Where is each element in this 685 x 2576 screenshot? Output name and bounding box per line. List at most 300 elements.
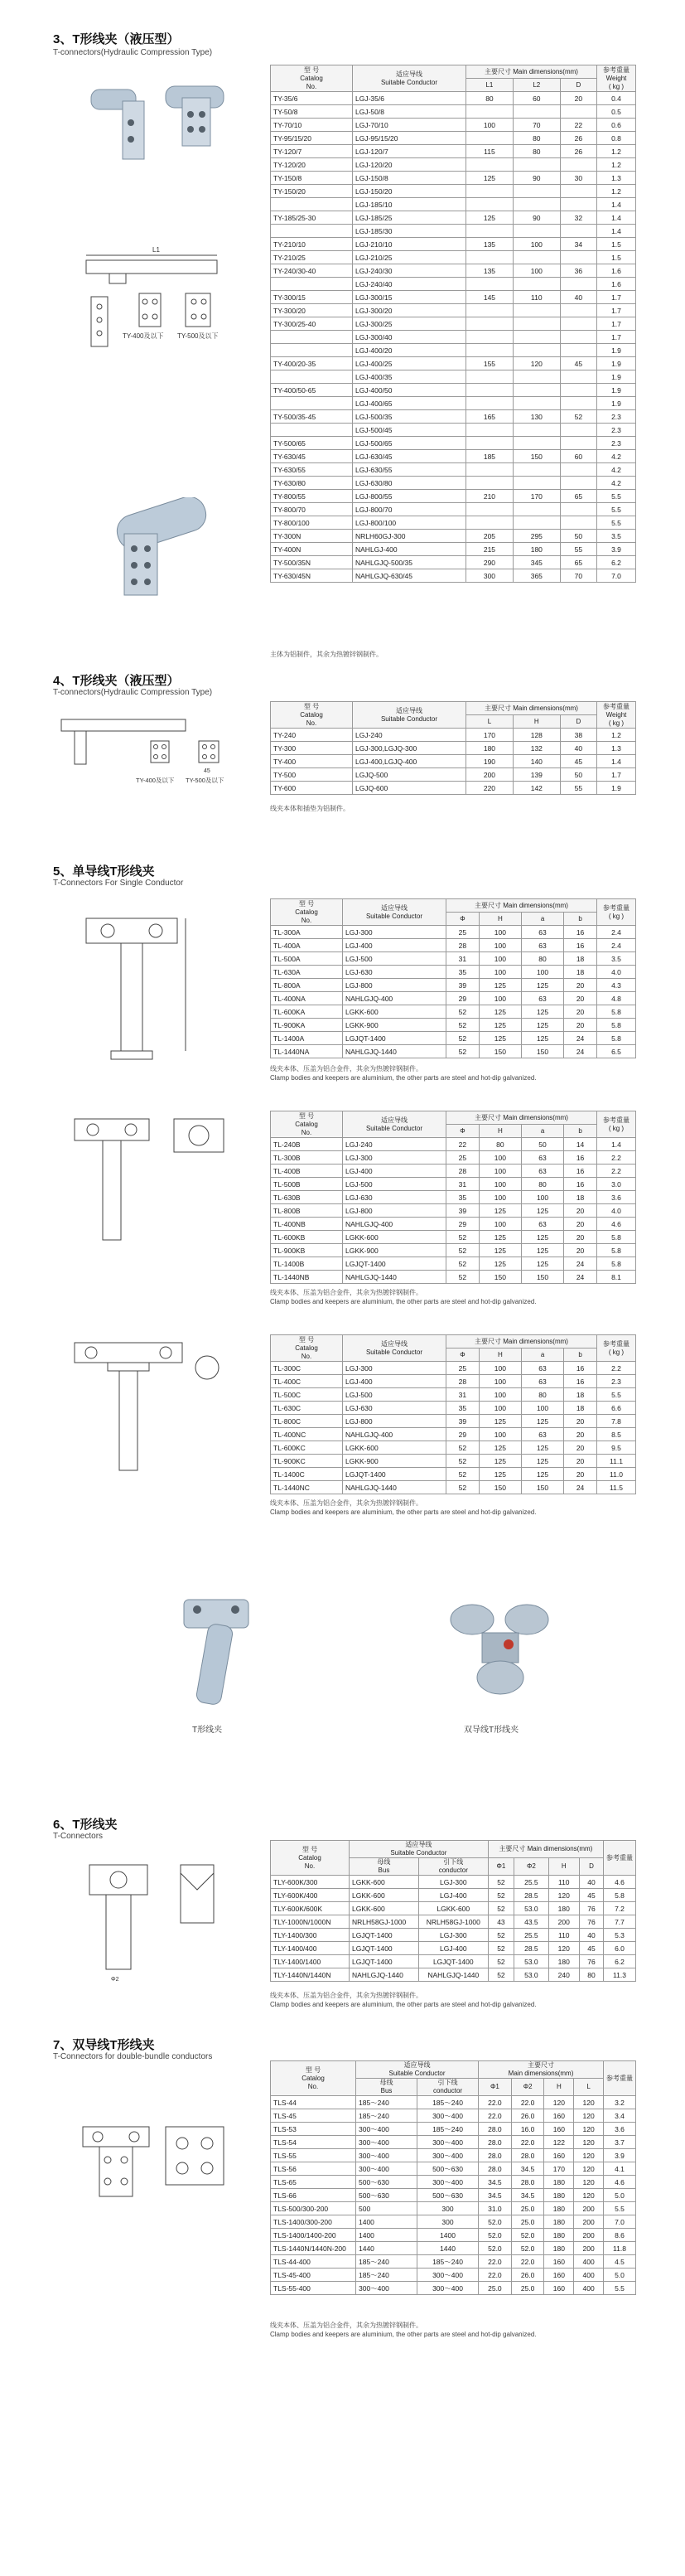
spec-table-s6 bbox=[270, 1840, 636, 1982]
table-cell: 150 bbox=[513, 450, 560, 463]
text-label: No. bbox=[307, 2082, 319, 2090]
table-cell: 142 bbox=[513, 782, 560, 795]
table-cell: 125 bbox=[466, 172, 514, 185]
table-cell: 25 bbox=[446, 1151, 480, 1165]
spec-table-s3 bbox=[270, 65, 636, 583]
table-cell: 11.0 bbox=[597, 1468, 636, 1481]
table-cell: 20 bbox=[564, 1204, 597, 1218]
table-cell: 28.0 bbox=[479, 2149, 512, 2162]
table-cell bbox=[466, 158, 514, 172]
table-cell: 120 bbox=[548, 1942, 579, 1955]
table-cell: LGJ-630 bbox=[343, 966, 446, 979]
text-label: H bbox=[479, 1125, 521, 1138]
table-cell: TLY-600K/300 bbox=[271, 1876, 350, 1889]
table-cell: LGJQT-1400 bbox=[418, 1955, 488, 1968]
table-cell: 70 bbox=[560, 569, 596, 583]
table-cell: 34.5 bbox=[511, 2162, 544, 2176]
table-cell: 150 bbox=[479, 1271, 521, 1284]
table-cell: 365 bbox=[513, 569, 560, 583]
table-cell: 43 bbox=[488, 1915, 514, 1929]
table-cell: 125 bbox=[479, 1231, 521, 1244]
table-cell: LGKK-600 bbox=[350, 1876, 419, 1889]
table-cell: 125 bbox=[521, 1257, 563, 1271]
section-title: 5、单导线T形线夹 bbox=[53, 864, 155, 879]
text-label: Φ bbox=[446, 1125, 480, 1138]
table-cell: 53.0 bbox=[514, 1955, 548, 1968]
table-row bbox=[271, 1929, 636, 1942]
table-cell: 31.0 bbox=[479, 2202, 512, 2215]
table-cell: TY-150/20 bbox=[271, 185, 353, 198]
table-cell: TY-800/100 bbox=[271, 516, 353, 530]
table-cell: 300～400 bbox=[356, 2162, 417, 2176]
table-cell: 100 bbox=[521, 1402, 563, 1415]
table-cell: LGJ-400/50 bbox=[353, 384, 466, 397]
text-label: Catalog bbox=[298, 1853, 321, 1862]
table-row bbox=[271, 1005, 636, 1019]
table-cell: 80 bbox=[479, 1138, 521, 1151]
table-cell: 3.9 bbox=[604, 2149, 636, 2162]
table-cell: 16 bbox=[564, 1165, 597, 1178]
table-cell: 52 bbox=[488, 1968, 514, 1982]
table-cell: 5.5 bbox=[597, 516, 636, 530]
table-cell: 1.7 bbox=[597, 331, 636, 344]
table-note bbox=[270, 1288, 537, 1306]
section-6 bbox=[0, 1815, 685, 2014]
table-cell: 1.2 bbox=[597, 145, 636, 158]
text-label: ( kg ) bbox=[608, 82, 625, 90]
table-cell: 6.5 bbox=[597, 1045, 636, 1058]
table-cell: TY-120/20 bbox=[271, 158, 353, 172]
table-cell: NAHLGJQ-1440 bbox=[350, 1968, 419, 1982]
table-cell: 52.0 bbox=[479, 2229, 512, 2242]
table-row bbox=[271, 1204, 636, 1218]
table-cell: 6.2 bbox=[597, 556, 636, 569]
table-row bbox=[271, 1138, 636, 1151]
table-cell: 1.7 bbox=[597, 768, 636, 782]
table-cell: LGJ-185/30 bbox=[353, 225, 466, 238]
table-cell: 1.4 bbox=[597, 225, 636, 238]
table-cell: 5.5 bbox=[604, 2282, 636, 2295]
table-cell: LGJ-400/25 bbox=[353, 357, 466, 370]
table-cell: 300 bbox=[417, 2215, 479, 2229]
table-cell bbox=[466, 424, 514, 437]
table-cell: 150 bbox=[479, 1481, 521, 1494]
table-cell: TL-900KC bbox=[271, 1455, 343, 1468]
dimension-drawing-b bbox=[58, 1111, 240, 1276]
table-cell: 16 bbox=[564, 1178, 597, 1191]
table-cell: 300 bbox=[466, 569, 514, 583]
table-cell: 4.2 bbox=[597, 463, 636, 477]
table-cell: 205 bbox=[466, 530, 514, 543]
dimension-drawing bbox=[73, 1857, 239, 1989]
text-label: Catalog bbox=[300, 710, 323, 719]
table-cell: 125 bbox=[521, 1244, 563, 1257]
table-cell: TL-600KA bbox=[271, 1005, 343, 1019]
text-label: H bbox=[479, 913, 521, 926]
table-cell: LGKK-600 bbox=[418, 1902, 488, 1915]
table-cell: 25.0 bbox=[511, 2215, 544, 2229]
table-cell: 0.8 bbox=[597, 132, 636, 145]
table-cell: TLS-56 bbox=[271, 2162, 356, 2176]
text-label: 主要尺寸 bbox=[528, 2061, 555, 2069]
table-cell: LGJ-240 bbox=[353, 729, 466, 742]
table-cell: 52.0 bbox=[479, 2242, 512, 2255]
table-cell: 11.5 bbox=[597, 1481, 636, 1494]
table-cell: TY-400 bbox=[271, 755, 353, 768]
table-cell: 150 bbox=[521, 1045, 563, 1058]
table-cell: 125 bbox=[479, 1468, 521, 1481]
table-cell: 55 bbox=[560, 543, 596, 556]
text-label: No. bbox=[306, 719, 317, 727]
table-cell: 145 bbox=[466, 291, 514, 304]
table-row bbox=[271, 463, 636, 477]
table-cell: 63 bbox=[521, 939, 563, 952]
table-cell: LGJ-400 bbox=[418, 1942, 488, 1955]
table-row bbox=[271, 1402, 636, 1415]
table-cell: 5.0 bbox=[604, 2269, 636, 2282]
table-cell bbox=[271, 397, 353, 410]
table-cell bbox=[271, 331, 353, 344]
table-cell: LGJ-800/55 bbox=[353, 490, 466, 503]
table-cell: 5.8 bbox=[597, 1032, 636, 1045]
table-cell: 25 bbox=[446, 926, 480, 939]
table-cell: 100 bbox=[479, 992, 521, 1005]
table-cell: TLS-1400/300-200 bbox=[271, 2215, 356, 2229]
dim-label-l1: L1 bbox=[152, 246, 160, 254]
table-cell: LGJ-500/65 bbox=[353, 437, 466, 450]
table-cell: 60 bbox=[513, 92, 560, 105]
table-row bbox=[271, 1455, 636, 1468]
table-cell: 122 bbox=[544, 2136, 574, 2149]
table-cell: 18 bbox=[564, 1402, 597, 1415]
table-cell bbox=[560, 424, 596, 437]
text-label: 母线 bbox=[379, 2079, 393, 2086]
table-cell: LGJ-185/10 bbox=[353, 198, 466, 211]
table-cell: TY-35/6 bbox=[271, 92, 353, 105]
table-row bbox=[271, 516, 636, 530]
table-cell: LGJ-120/7 bbox=[353, 145, 466, 158]
table-cell: 28.0 bbox=[479, 2123, 512, 2136]
table-cell: 5.5 bbox=[597, 1388, 636, 1402]
table-cell: 1.7 bbox=[597, 317, 636, 331]
table-row bbox=[271, 1968, 636, 1982]
table-cell: LGJ-400/65 bbox=[353, 397, 466, 410]
table-cell: 1.4 bbox=[597, 198, 636, 211]
text-label: Suitable Conductor bbox=[380, 714, 438, 723]
table-cell: TLS-45-400 bbox=[271, 2269, 356, 2282]
table-cell: 7.8 bbox=[597, 1415, 636, 1428]
table-cell: 20 bbox=[564, 1468, 597, 1481]
table-cell: 4.0 bbox=[597, 1204, 636, 1218]
table-row bbox=[271, 370, 636, 384]
table-cell: 4.5 bbox=[604, 2255, 636, 2269]
table-cell: 50 bbox=[521, 1138, 563, 1151]
table-cell: 9.5 bbox=[597, 1441, 636, 1455]
table-cell: TY-630/80 bbox=[271, 477, 353, 490]
text-label: 型 号 bbox=[305, 2065, 321, 2074]
table-row bbox=[271, 2136, 636, 2149]
table-cell: TL-900KA bbox=[271, 1019, 343, 1032]
table-cell: 80 bbox=[521, 1178, 563, 1191]
table-row bbox=[271, 2242, 636, 2255]
table-cell: 18 bbox=[564, 966, 597, 979]
table-cell bbox=[513, 397, 560, 410]
table-cell: 125 bbox=[479, 1019, 521, 1032]
table-row bbox=[271, 1165, 636, 1178]
table-cell: 16 bbox=[564, 1151, 597, 1165]
table-cell bbox=[466, 344, 514, 357]
table-cell: 22 bbox=[560, 119, 596, 132]
table-cell: 52 bbox=[488, 1889, 514, 1902]
table-cell: 100 bbox=[479, 1362, 521, 1375]
table-cell: TL-300B bbox=[271, 1151, 343, 1165]
table-cell: 40 bbox=[560, 742, 596, 755]
table-cell: TY-600 bbox=[271, 782, 353, 795]
table-cell bbox=[466, 105, 514, 119]
table-cell: 100 bbox=[513, 264, 560, 278]
table-cell: TLS-1400/1400-200 bbox=[271, 2229, 356, 2242]
photo-caption: 双导线T形线夹 bbox=[464, 1726, 519, 1735]
table-row bbox=[271, 1362, 636, 1375]
table-cell: 100 bbox=[513, 238, 560, 251]
table-cell: 18 bbox=[564, 1388, 597, 1402]
text-label: 参考重量 bbox=[603, 1116, 630, 1124]
table-cell: 39 bbox=[446, 979, 480, 992]
text-label: 线夹本体、压盖为铝合金件，其余为热镀锌钢制件。 bbox=[270, 1992, 422, 1999]
table-cell: 34.5 bbox=[479, 2189, 512, 2202]
table-row bbox=[271, 1178, 636, 1191]
text-label: 参考重量 bbox=[603, 702, 630, 710]
table-row bbox=[271, 158, 636, 172]
table-cell: TY-240/30-40 bbox=[271, 264, 353, 278]
text-label: 型 号 bbox=[303, 65, 320, 74]
table-cell: 170 bbox=[466, 729, 514, 742]
table-cell: 300～400 bbox=[356, 2282, 417, 2295]
table-cell: 38 bbox=[560, 729, 596, 742]
table-cell: TLS-65 bbox=[271, 2176, 356, 2189]
text-label: 参考重量 bbox=[604, 2061, 636, 2096]
text-label: ( kg ) bbox=[608, 719, 625, 727]
table-cell: 300～400 bbox=[356, 2136, 417, 2149]
table-cell: TL-900KB bbox=[271, 1244, 343, 1257]
table-cell: TLS-44 bbox=[271, 2096, 356, 2109]
text-label: 型 号 bbox=[298, 1111, 315, 1120]
table-cell: 345 bbox=[513, 556, 560, 569]
table-row bbox=[271, 939, 636, 952]
table-cell bbox=[560, 503, 596, 516]
table-cell: 130 bbox=[513, 410, 560, 424]
table-cell: LGJ-800/100 bbox=[353, 516, 466, 530]
table-cell: 5.8 bbox=[597, 1019, 636, 1032]
fig-label: TY-500及以下 bbox=[177, 332, 219, 340]
table-cell: TL-500C bbox=[271, 1388, 343, 1402]
table-cell: 31 bbox=[446, 1388, 480, 1402]
table-cell: 180 bbox=[466, 742, 514, 755]
text-label: Clamp bodies and keepers are aluminium, the other parts are steel and hot-dip galvanized. bbox=[270, 1508, 537, 1516]
table-cell: LGJ-300/20 bbox=[353, 304, 466, 317]
table-cell: 1.2 bbox=[597, 158, 636, 172]
table-cell: TLS-54 bbox=[271, 2136, 356, 2149]
table-cell: 20 bbox=[564, 1244, 597, 1257]
table-row bbox=[271, 105, 636, 119]
table-cell: TY-300/20 bbox=[271, 304, 353, 317]
table-cell: 2.3 bbox=[597, 410, 636, 424]
spec-table-s7 bbox=[270, 2060, 636, 2295]
fig-label: TY-400及以下 bbox=[123, 332, 164, 340]
text-label: Φ bbox=[446, 1349, 480, 1362]
table-cell: TLY-1000N/1000N bbox=[271, 1915, 350, 1929]
dim-label: Φ2 bbox=[111, 1977, 119, 1983]
table-cell: 4.1 bbox=[604, 2162, 636, 2176]
table-cell: 6.6 bbox=[597, 1402, 636, 1415]
table-cell: 3.7 bbox=[604, 2136, 636, 2149]
table-cell: 1.4 bbox=[597, 1138, 636, 1151]
text-label: Catalog bbox=[295, 908, 318, 916]
table-cell: 76 bbox=[579, 1915, 603, 1929]
table-cell: TL-400A bbox=[271, 939, 343, 952]
table-row bbox=[271, 291, 636, 304]
text-label: 适应导线 bbox=[396, 70, 422, 78]
text-label: 参考重量 bbox=[603, 65, 630, 74]
table-row bbox=[271, 2149, 636, 2162]
table-row bbox=[271, 2269, 636, 2282]
text-label: Catalog bbox=[301, 2074, 325, 2082]
table-cell: LGJ-800 bbox=[343, 1415, 446, 1428]
table-cell: 14 bbox=[564, 1138, 597, 1151]
table-cell: 20 bbox=[564, 1005, 597, 1019]
table-cell: 52 bbox=[488, 1929, 514, 1942]
table-cell: TY-630/45 bbox=[271, 450, 353, 463]
table-cell bbox=[560, 463, 596, 477]
table-cell: 500～630 bbox=[417, 2189, 479, 2202]
table-cell: TY-50/8 bbox=[271, 105, 353, 119]
table-cell: 3.5 bbox=[597, 952, 636, 966]
text-label: 线夹本体、压盖为铝合金件，其余为热镀锌钢制件。 bbox=[270, 1289, 422, 1296]
table-cell: LGKK-600 bbox=[343, 1005, 446, 1019]
table-cell: TL-1400C bbox=[271, 1468, 343, 1481]
text-label: Clamp bodies and keepers are aluminium, the other parts are steel and hot-dip galvanized. bbox=[270, 1298, 537, 1305]
table-cell: 120 bbox=[574, 2136, 604, 2149]
table-note: 线夹本体和插垫为铝制件。 bbox=[270, 805, 350, 812]
table-cell: 52 bbox=[488, 1902, 514, 1915]
table-cell: 63 bbox=[521, 1218, 563, 1231]
text-label: 参考重量 bbox=[603, 903, 630, 912]
table-row bbox=[271, 172, 636, 185]
table-cell: LGJQT-1400 bbox=[350, 1955, 419, 1968]
text-label: D bbox=[579, 1858, 603, 1876]
table-cell: 125 bbox=[479, 1455, 521, 1468]
product-photo bbox=[91, 497, 224, 605]
table-cell: TY-300/25-40 bbox=[271, 317, 353, 331]
table-cell: 300 bbox=[417, 2202, 479, 2215]
table-cell: 8.6 bbox=[604, 2229, 636, 2242]
table-cell: 125 bbox=[466, 211, 514, 225]
table-cell: 160 bbox=[544, 2109, 574, 2123]
table-cell: TY-185/25-30 bbox=[271, 211, 353, 225]
table-row bbox=[271, 992, 636, 1005]
table-cell: LGJ-300 bbox=[343, 926, 446, 939]
table-cell bbox=[560, 105, 596, 119]
table-cell: LGKK-900 bbox=[343, 1019, 446, 1032]
table-cell: 3.6 bbox=[597, 1191, 636, 1204]
table-cell: TLS-44-400 bbox=[271, 2255, 356, 2269]
table-cell: 120 bbox=[574, 2189, 604, 2202]
table-cell: 5.5 bbox=[597, 503, 636, 516]
table-cell: LGJQ-500 bbox=[353, 768, 466, 782]
table-cell: 3.9 bbox=[597, 543, 636, 556]
product-photo bbox=[439, 1591, 563, 1716]
table-cell: 1.9 bbox=[597, 384, 636, 397]
table-cell: 185～240 bbox=[356, 2109, 417, 2123]
table-cell: 300～400 bbox=[417, 2109, 479, 2123]
table-cell: 135 bbox=[466, 238, 514, 251]
section-subtitle: T-Connectors for double-bundle conductors bbox=[53, 2052, 213, 2061]
table-cell bbox=[466, 198, 514, 211]
table-row bbox=[271, 1902, 636, 1915]
table-cell: 125 bbox=[479, 1441, 521, 1455]
table-cell: LGJ-500/35 bbox=[353, 410, 466, 424]
table-cell: 100 bbox=[466, 119, 514, 132]
table-cell: 185～240 bbox=[417, 2255, 479, 2269]
table-cell: 25.0 bbox=[479, 2282, 512, 2295]
table-cell: 200 bbox=[466, 768, 514, 782]
table-cell: 1.7 bbox=[597, 304, 636, 317]
table-cell: 300～400 bbox=[417, 2136, 479, 2149]
text-label: 引下线 bbox=[443, 1858, 464, 1866]
table-cell: 170 bbox=[544, 2162, 574, 2176]
table-cell: 31 bbox=[446, 952, 480, 966]
text-label: Φ bbox=[446, 913, 480, 926]
table-row bbox=[271, 1218, 636, 1231]
table-cell: 6.0 bbox=[604, 1942, 636, 1955]
table-cell: 76 bbox=[579, 1902, 603, 1915]
table-row bbox=[271, 331, 636, 344]
table-cell bbox=[513, 503, 560, 516]
table-cell: 300～400 bbox=[356, 2123, 417, 2136]
table-cell: 500～630 bbox=[356, 2189, 417, 2202]
table-row bbox=[271, 1257, 636, 1271]
table-cell: 80 bbox=[513, 132, 560, 145]
table-row bbox=[271, 979, 636, 992]
text-label: ( kg ) bbox=[608, 1124, 625, 1132]
text-label: 主要尺寸 Main dimensions(mm) bbox=[446, 899, 597, 913]
table-row bbox=[271, 225, 636, 238]
table-cell: 34.5 bbox=[479, 2176, 512, 2189]
table-cell bbox=[271, 198, 353, 211]
table-cell: LGJ-120/20 bbox=[353, 158, 466, 172]
table-cell: 24 bbox=[564, 1271, 597, 1284]
table-row bbox=[271, 304, 636, 317]
table-cell: 5.8 bbox=[597, 1231, 636, 1244]
table-cell: 24 bbox=[564, 1032, 597, 1045]
text-label: a bbox=[521, 1125, 563, 1138]
table-cell: LGJ-95/15/20 bbox=[353, 132, 466, 145]
table-cell: LGJ-300 bbox=[418, 1929, 488, 1942]
table-cell bbox=[466, 278, 514, 291]
table-cell: 120 bbox=[574, 2162, 604, 2176]
table-row bbox=[271, 1231, 636, 1244]
table-cell: 40 bbox=[579, 1876, 603, 1889]
dimension-drawing bbox=[66, 2118, 248, 2284]
table-cell: NAHLGJQ-1440 bbox=[343, 1271, 446, 1284]
dimension-drawing bbox=[53, 713, 235, 796]
table-row bbox=[271, 424, 636, 437]
text-label: 主要尺寸 Main dimensions(mm) bbox=[466, 702, 597, 715]
table-cell bbox=[513, 278, 560, 291]
table-row bbox=[271, 344, 636, 357]
table-cell: 4.6 bbox=[604, 2176, 636, 2189]
table-cell bbox=[513, 384, 560, 397]
